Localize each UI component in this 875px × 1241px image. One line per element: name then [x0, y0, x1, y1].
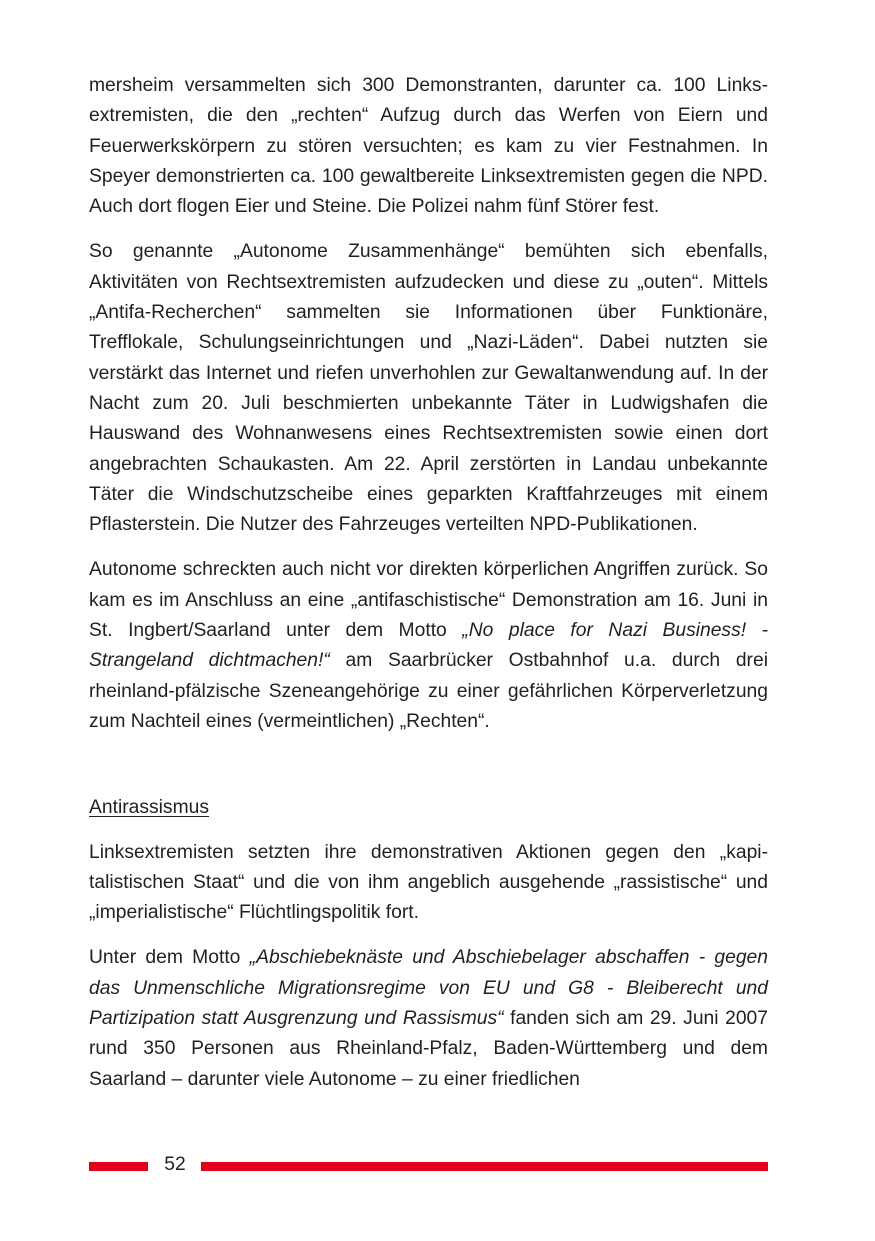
- footer-rule-left: [89, 1162, 148, 1171]
- paragraph-deportation-motto: [89, 943, 768, 1094]
- paragraph-text: am Saarbrücker Ostbahnhof u.a. durch drei rheinland-pfälzische Szeneangehörige zu einer gefährlichen Körperverletzung zum Nachteil eines (vermeintlichen) „Rechten“.: [89, 650, 768, 732]
- paragraph-demonstration-report: mersheim versammelten sich 300 Demonstranten, darunter ca. 100 Linksextremisten, die den „rechten“ Aufzug durch das Werfen von Eiern und Feuerwerkskörpern zu stören versuchten; es kam zu vier Festnahmen. In Speyer demonstrierten ca. 100 gewaltbereite Linksextremisten gegen die NPD. Auch dort flogen Eier und Steine. Die Polizei nahm fünf Störer fest.: [89, 75, 768, 218]
- motto-text: „Abschiebeknäste und Abschiebelager abschaffen - gegen das Unmenschliche Migrationsregime von EU und G8 - Bleiberecht und Partizipation statt Ausgrenzung und Rassismus“: [89, 947, 768, 1030]
- section-heading-antirassismus: Antirassismus: [89, 797, 209, 819]
- footer-rule-right: [201, 1162, 768, 1171]
- motto-text: „No place for Nazi Business! - Strangeland dichtmachen!“: [89, 620, 768, 672]
- page-number: 52: [164, 1154, 186, 1175]
- paragraph-text: fanden sich am 29. Juni 2007 rund 350 Personen aus Rheinland-Pfalz, Baden-Württemberg und dem Saarland – darunter viele Autonome – zu einer friedlichen: [89, 1008, 768, 1090]
- page-content: [89, 71, 768, 1095]
- paragraph-refugee-policy: Linksextremisten setzten ihre demonstrativen Aktionen gegen den „kapitalistischen Staat“ und die von ihm angeblich ausgehende „rassistische“ und „imperialistische“ Flüchtlingspolitik fort.: [89, 841, 768, 924]
- paragraph-text: Unter dem Motto: [89, 947, 250, 969]
- paragraph-physical-attacks: [89, 555, 768, 737]
- paragraph-text: Autonome schreckten auch nicht vor direkten körperlichen Angriffen zurück. So kam es im Anschluss an eine „antifaschistische“ Demonstration am 16. Juni in St. Ingbert/Saarland unter dem Motto: [89, 559, 768, 642]
- paragraph-autonome-outing: So genannte „Autonome Zusammenhänge“ bemühten sich ebenfalls, Aktivitäten von Rechtsextremisten aufzudecken und diese zu „outen“. Mittels „Antifa-Recherchen“ sammelten sie Informationen über Funktionäre, Trefflokale, Schulungseinrichtungen und „Nazi-Läden“. Dabei nutzten sie verstärkt das Internet und riefen unverhohlen zur Gewaltanwendung auf. In der Nacht zum 20. Juli beschmierten unbekannte Täter in Ludwigshafen die Hauswand des Wohnanwesens eines Rechtsextremisten sowie einen dort angebrachten Schaukasten. Am 22. April zerstörten in Landau unbekannte Täter die Windschutzscheibe eines geparkten Kraftfahrzeuges mit einem Pflasterstein. Die Nutzer des Fahrzeuges verteilten NPD-Publikationen.: [89, 241, 768, 536]
